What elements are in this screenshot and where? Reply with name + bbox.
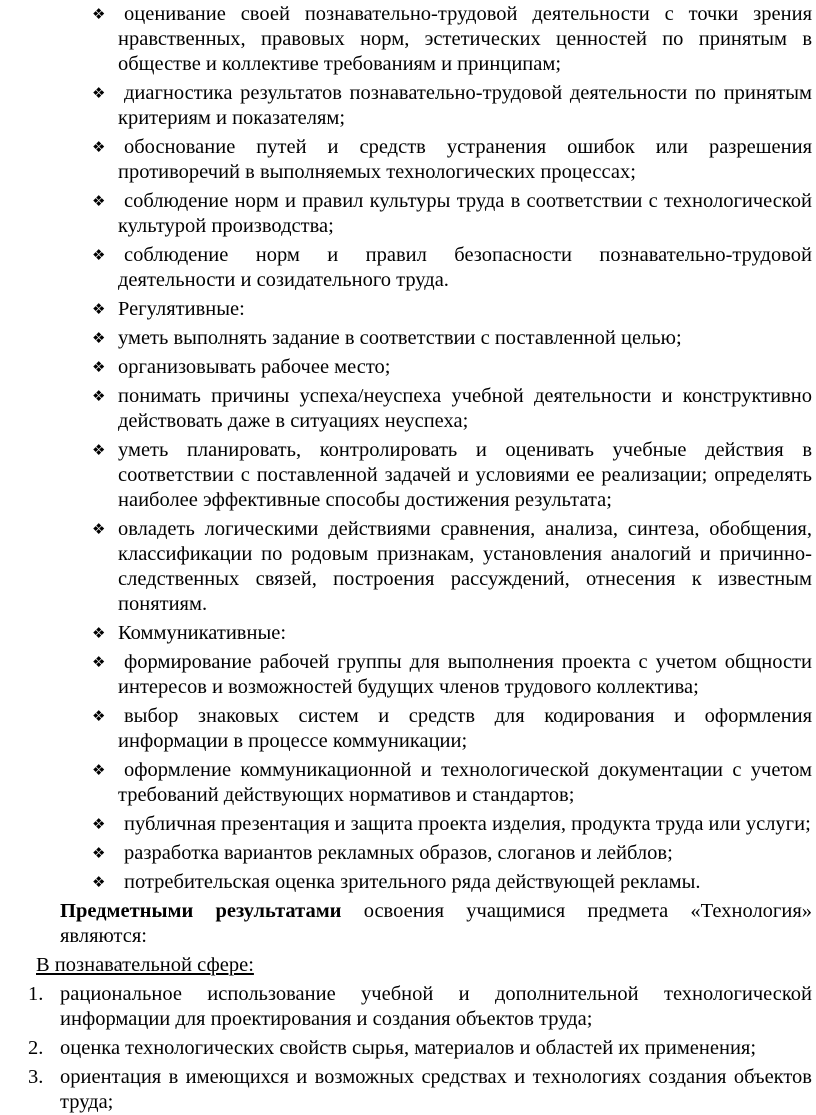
diamond-bullet-icon: ❖ bbox=[92, 653, 106, 671]
diamond-bullet-icon: ❖ bbox=[92, 873, 106, 891]
numbered-list bbox=[0, 982, 816, 1115]
diamond-bullet-icon: ❖ bbox=[92, 329, 106, 347]
item-text: рациональное использование учебной и дополнительной технологической информации для проектирования и создания объектов труда; bbox=[60, 983, 812, 1030]
list-item: ❖ потребительская оценка зрительного ряда действующей рекламы. bbox=[92, 871, 701, 893]
subject-results-text: освоения учащимися предмета «Технология» являются: bbox=[60, 900, 812, 947]
diamond-bullet-icon: ❖ bbox=[92, 300, 106, 318]
item-text: ориентация в имеющихся и возможных средствах и технологиях создания объектов труда; bbox=[60, 1066, 812, 1113]
diamond-bullet-icon: ❖ bbox=[92, 246, 106, 264]
list-item: ❖ обоснование путей и средств устранения ошибок или разрешения противоречий в выполняемых технологических процессах; bbox=[92, 136, 812, 183]
list-item: ❖ соблюдение норм и правил безопасности познавательно-трудовой деятельности и созидательного труда. bbox=[92, 244, 812, 291]
diamond-bullet-icon: ❖ bbox=[92, 844, 106, 862]
diamond-bullet-icon: ❖ bbox=[92, 5, 106, 23]
regulative-heading: ❖ Регулятивные: bbox=[92, 298, 245, 320]
item-text: оценка технологических свойств сырья, материалов и областей их применения; bbox=[60, 1037, 757, 1059]
list-item: ❖ уметь планировать, контролировать и оценивать учебные действия в соответствии с поставленной задачей и условиями ее реализации; определять наиболее эффективные способы достижения результата; bbox=[92, 439, 812, 511]
diamond-bullet-icon: ❖ bbox=[92, 441, 106, 459]
list-item: ❖ уметь выполнять задание в соответствии с поставленной целью; bbox=[92, 327, 682, 349]
diamond-bullet-icon: ❖ bbox=[92, 707, 106, 725]
diamond-bullet-icon: ❖ bbox=[92, 520, 106, 538]
cognitive-sphere-heading: В познавательной сфере: bbox=[36, 954, 254, 976]
numbered-item bbox=[0, 982, 816, 1032]
list-item: ❖ выбор знаковых систем и средств для кодирования и оформления информации в процессе коммуникации; bbox=[92, 705, 812, 752]
diamond-bullet-icon: ❖ bbox=[92, 761, 106, 779]
item-number: 1. bbox=[28, 983, 44, 1005]
list-item: ❖ организовывать рабочее место; bbox=[92, 356, 391, 378]
list-item: ❖ понимать причины успеха/неуспеха учебной деятельности и конструктивно действовать даже в ситуациях неуспеха; bbox=[92, 385, 812, 432]
list-item: ❖ разработка вариантов рекламных образов, слоганов и лейблов; bbox=[92, 842, 673, 864]
list-item: ❖ формирование рабочей группы для выполнения проекта с учетом общности интересов и возможностей будущих членов трудового коллектива; bbox=[92, 651, 812, 698]
list-item: ❖ овладеть логическими действиями сравнения, анализа, синтеза, обобщения, классификации по родовым признакам, установления аналогий и причинно-следственных связей, построения рассуждений, отнесения к известным понятиям. bbox=[92, 518, 812, 615]
list-item: ❖ соблюдение норм и правил культуры труда в соответствии с технологической культурой производства; bbox=[92, 190, 812, 237]
communicative-heading: ❖ Коммуникативные: bbox=[92, 622, 287, 644]
numbered-item bbox=[0, 1036, 816, 1061]
diamond-bullet-icon: ❖ bbox=[92, 192, 106, 210]
list-item: ❖ оценивание своей познавательно-трудовой деятельности с точки зрения нравственных, правовых норм, эстетических ценностей по принятым в обществе и коллективе требованиям и принципам; bbox=[92, 3, 812, 75]
item-number: 2. bbox=[28, 1037, 44, 1059]
bullet-list-group-1 bbox=[0, 2, 816, 895]
item-number: 3. bbox=[28, 1066, 44, 1088]
list-item: ❖ оформление коммуникационной и технологической документации с учетом требований действующих нормативов и стандартов; bbox=[92, 759, 812, 806]
numbered-item bbox=[0, 1065, 816, 1115]
diamond-bullet-icon: ❖ bbox=[92, 815, 106, 833]
subject-results-bold-lead: Предметными результатами bbox=[60, 900, 342, 922]
list-item: ❖ публичная презентация и защита проекта изделия, продукта труда или услуги; bbox=[92, 813, 811, 835]
diamond-bullet-icon: ❖ bbox=[92, 387, 106, 405]
list-item: ❖ диагностика результатов познавательно-трудовой деятельности по принятым критериям и показателям; bbox=[92, 82, 812, 129]
diamond-bullet-icon: ❖ bbox=[92, 358, 106, 376]
subject-results-paragraph bbox=[0, 899, 816, 949]
diamond-bullet-icon: ❖ bbox=[92, 138, 106, 156]
diamond-bullet-icon: ❖ bbox=[92, 624, 106, 642]
diamond-bullet-icon: ❖ bbox=[92, 84, 106, 102]
